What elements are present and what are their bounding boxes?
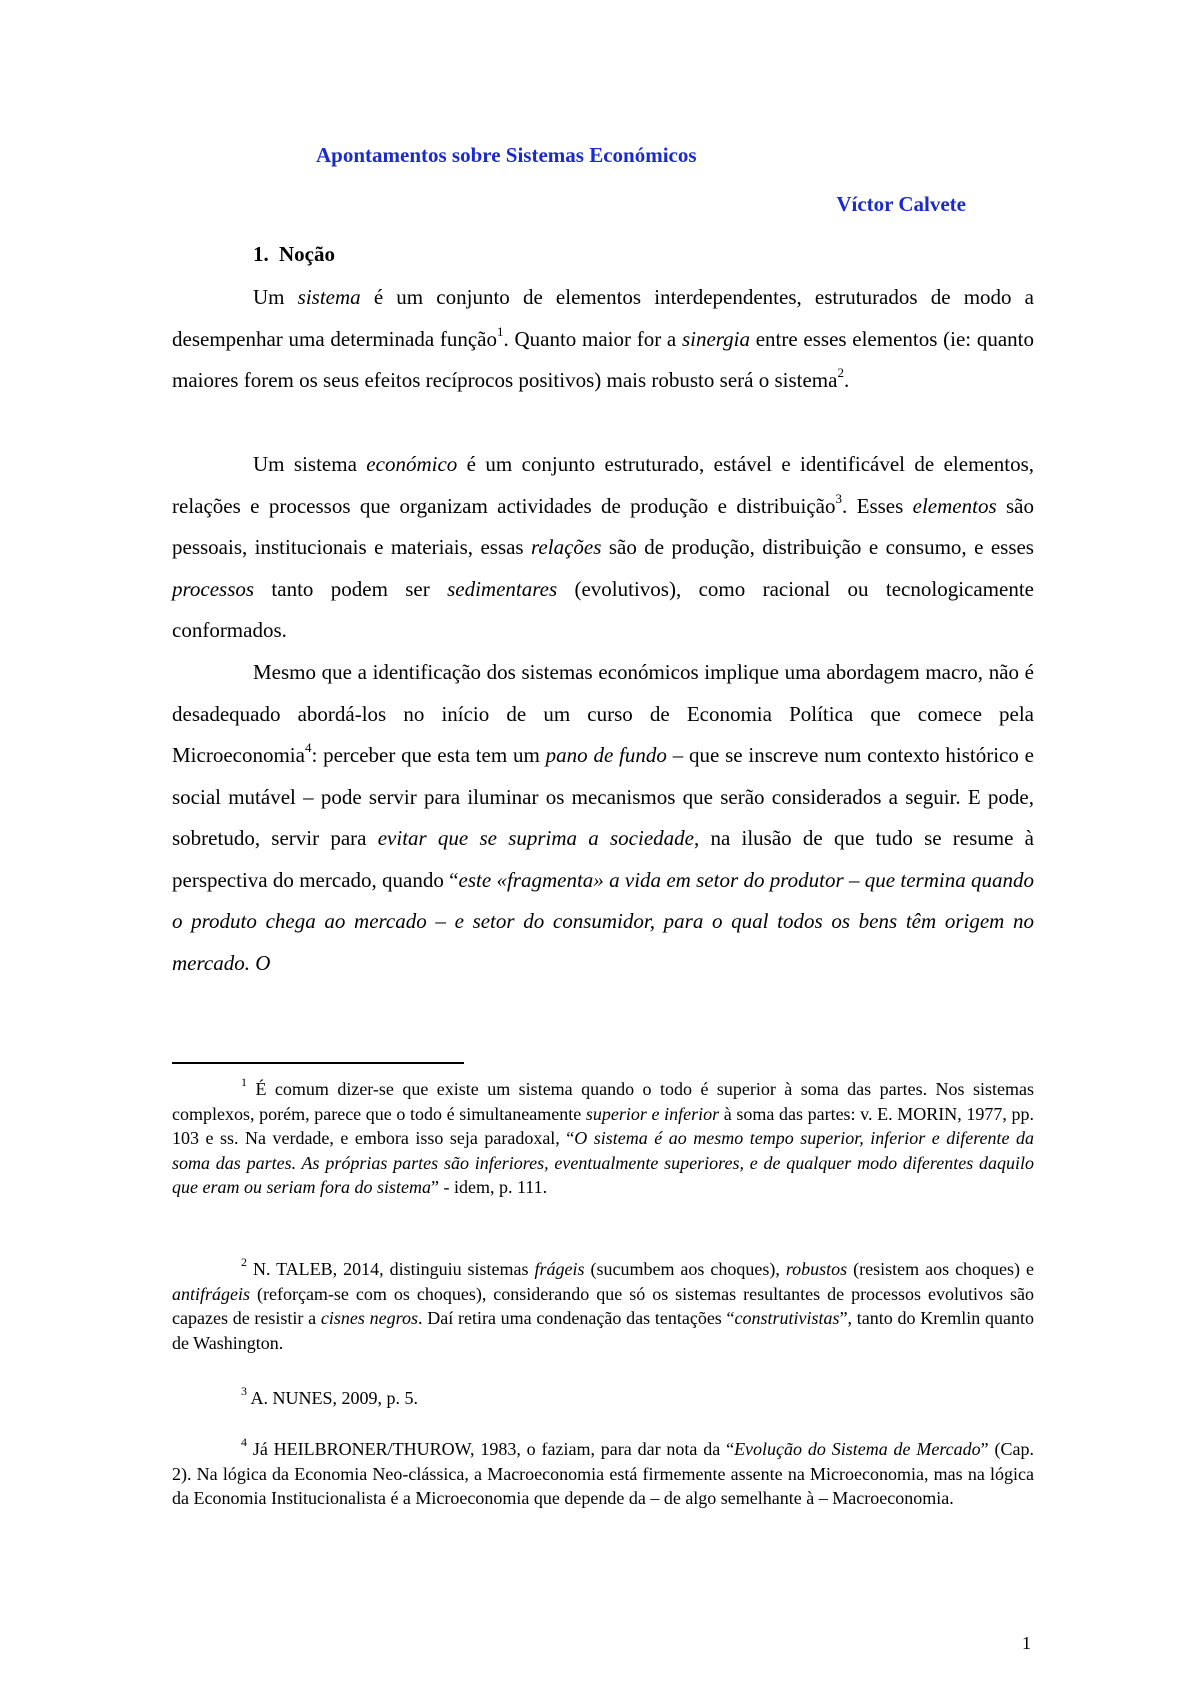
footnote-4 [172, 1437, 1034, 1511]
footnote-number: 2 [241, 1255, 247, 1269]
text-run: ” (Cap. 2). Na lógica da Economia Neo-clássica, a Macroeconomia está firmemente assente na Microeconomia, mas na lógica da Economia Institucionalista é a Microeconomia que depende da – de algo semelhante à – Macroeconomia. [172, 1439, 1034, 1508]
footnote-1 [172, 1077, 1034, 1200]
text-run: . Esses [842, 493, 913, 518]
footnote-ref-4[interactable]: 4 [304, 740, 312, 755]
italic-run: sistema [297, 285, 361, 309]
text-run: à soma das partes: v. E. MORIN, 1977, pp. 103 e ss. Na verdade, e embora isso seja paradoxal, “ [172, 1103, 1035, 1148]
text-run: – que se inscreve num contexto histórico e social mutável – pode servir para iluminar os mecanismos que serão considerados a seguir. E pode, sobretudo, servir para [172, 743, 1034, 850]
italic-run: elementos [912, 493, 997, 518]
text-run: A. NUNES, 2009, p. 5. [247, 1388, 419, 1408]
italic-run: evitar que se suprima a sociedade [377, 826, 694, 850]
document-author: Víctor Calvete [836, 192, 966, 216]
footnote-ref-3[interactable]: 3 [835, 490, 842, 506]
italic-run: este «fragmenta» a vida em setor do produtor – que termina quando o produto chega ao mercado – e setor do consumidor, para o qual todos os bens têm origem no mercado. O [172, 867, 1034, 975]
section-heading [253, 242, 335, 267]
footnote-2 [172, 1257, 1034, 1355]
page-number: 1 [1022, 1633, 1031, 1653]
section-title: Noção [279, 242, 335, 266]
text-run: (sucumbem aos choques), [584, 1259, 786, 1279]
text-run: tanto podem ser [254, 576, 448, 601]
italic-run: frágeis [534, 1259, 585, 1279]
document-title: Apontamentos sobre Sistemas Económicos [316, 143, 697, 167]
text-run: . Daí retira uma condenação das tentações “ [417, 1308, 735, 1328]
text-run: N. TALEB, 2014, distinguiu sistemas [247, 1259, 535, 1279]
italic-run: antifrágeis [172, 1283, 251, 1304]
italic-run: robustos [785, 1259, 848, 1279]
text-run: Um [253, 285, 298, 309]
footnote-number: 4 [241, 1435, 247, 1449]
text-run: entre esses elementos (ie: quanto maiores forem os seus efeitos recíprocos positivos) mais robusto será o sistema [172, 326, 1034, 392]
italic-run: pano de fundo [545, 743, 667, 767]
text-run: , na ilusão de que tudo se resume à perspectiva do mercado, quando “ [172, 826, 1034, 892]
italic-run: Evolução do Sistema de Mercado [734, 1439, 981, 1459]
text-run: . [843, 368, 850, 392]
section-number: 1. [253, 242, 269, 266]
paragraph-1 [172, 277, 1034, 402]
italic-run: superior e inferior [585, 1103, 720, 1124]
footnote-ref-2[interactable]: 2 [837, 365, 844, 380]
text-run: Já HEILBRONER/THUROW, 1983, o faziam, para dar nota da “ [247, 1439, 735, 1459]
footnote-ref-1[interactable]: 1 [497, 323, 504, 339]
italic-run: processos [172, 576, 255, 601]
text-run: : perceber que esta tem um [311, 743, 546, 767]
text-run: (evolutivos), como racional ou tecnologicamente conformados. [172, 576, 1034, 642]
text-run: ”, tanto do Kremlin quanto de Washington. [172, 1308, 1034, 1353]
paragraph-2 [172, 444, 1034, 652]
italic-run: económico [366, 452, 458, 476]
paragraph-3 [172, 652, 1034, 984]
italic-run: sinergia [681, 326, 750, 351]
text-run: (resistem aos choques) e [847, 1259, 1034, 1279]
text-run: . Quanto maior for a [503, 326, 682, 351]
text-run: Um sistema [253, 452, 367, 476]
italic-run: sedimentares [447, 576, 558, 601]
italic-run: relações [531, 535, 602, 559]
footnote-number: 1 [241, 1075, 247, 1089]
text-run: são pessoais, institucionais e materiais, essas [172, 493, 1034, 559]
text-run: ” - idem, p. 111. [431, 1177, 548, 1197]
italic-run: O sistema é ao mesmo tempo superior, inferior e diferente da soma das partes. As próprias partes são inferiores, eventualmente superiores, e de qualquer modo diferentes daquilo que eram ou seriam fora do sistema [172, 1128, 1035, 1197]
text-run: Mesmo que a identificação dos sistemas económicos implique uma abordagem macro, não é desadequado abordá-los no início de um curso de Economia Política que comece pela Microeconomia [172, 660, 1034, 767]
text-run: é um conjunto estruturado, estável e identificável de elementos, relações e processos que organizam actividades de produção e distribuição [172, 452, 1034, 518]
text-run: (reforçam-se com os choques), considerando que só os sistemas resultantes de processos evolutivos são capazes de resistir a [172, 1283, 1034, 1328]
text-run: são de produção, distribuição e consumo, e esses [601, 535, 1034, 559]
text-run: É comum dizer-se que existe um sistema quando o todo é superior à soma das partes. Nos sistemas complexos, porém, parece que o todo é simultaneamente [172, 1079, 1034, 1124]
italic-run: cisnes negros [320, 1308, 418, 1328]
text-run: é um conjunto de elementos interdependentes, estruturados de modo a desempenhar uma determinada função [172, 285, 1035, 351]
italic-run: construtivistas [734, 1308, 840, 1328]
footnote-3 [172, 1386, 1034, 1411]
footnote-number: 3 [241, 1384, 247, 1398]
footnote-separator [172, 1062, 464, 1064]
